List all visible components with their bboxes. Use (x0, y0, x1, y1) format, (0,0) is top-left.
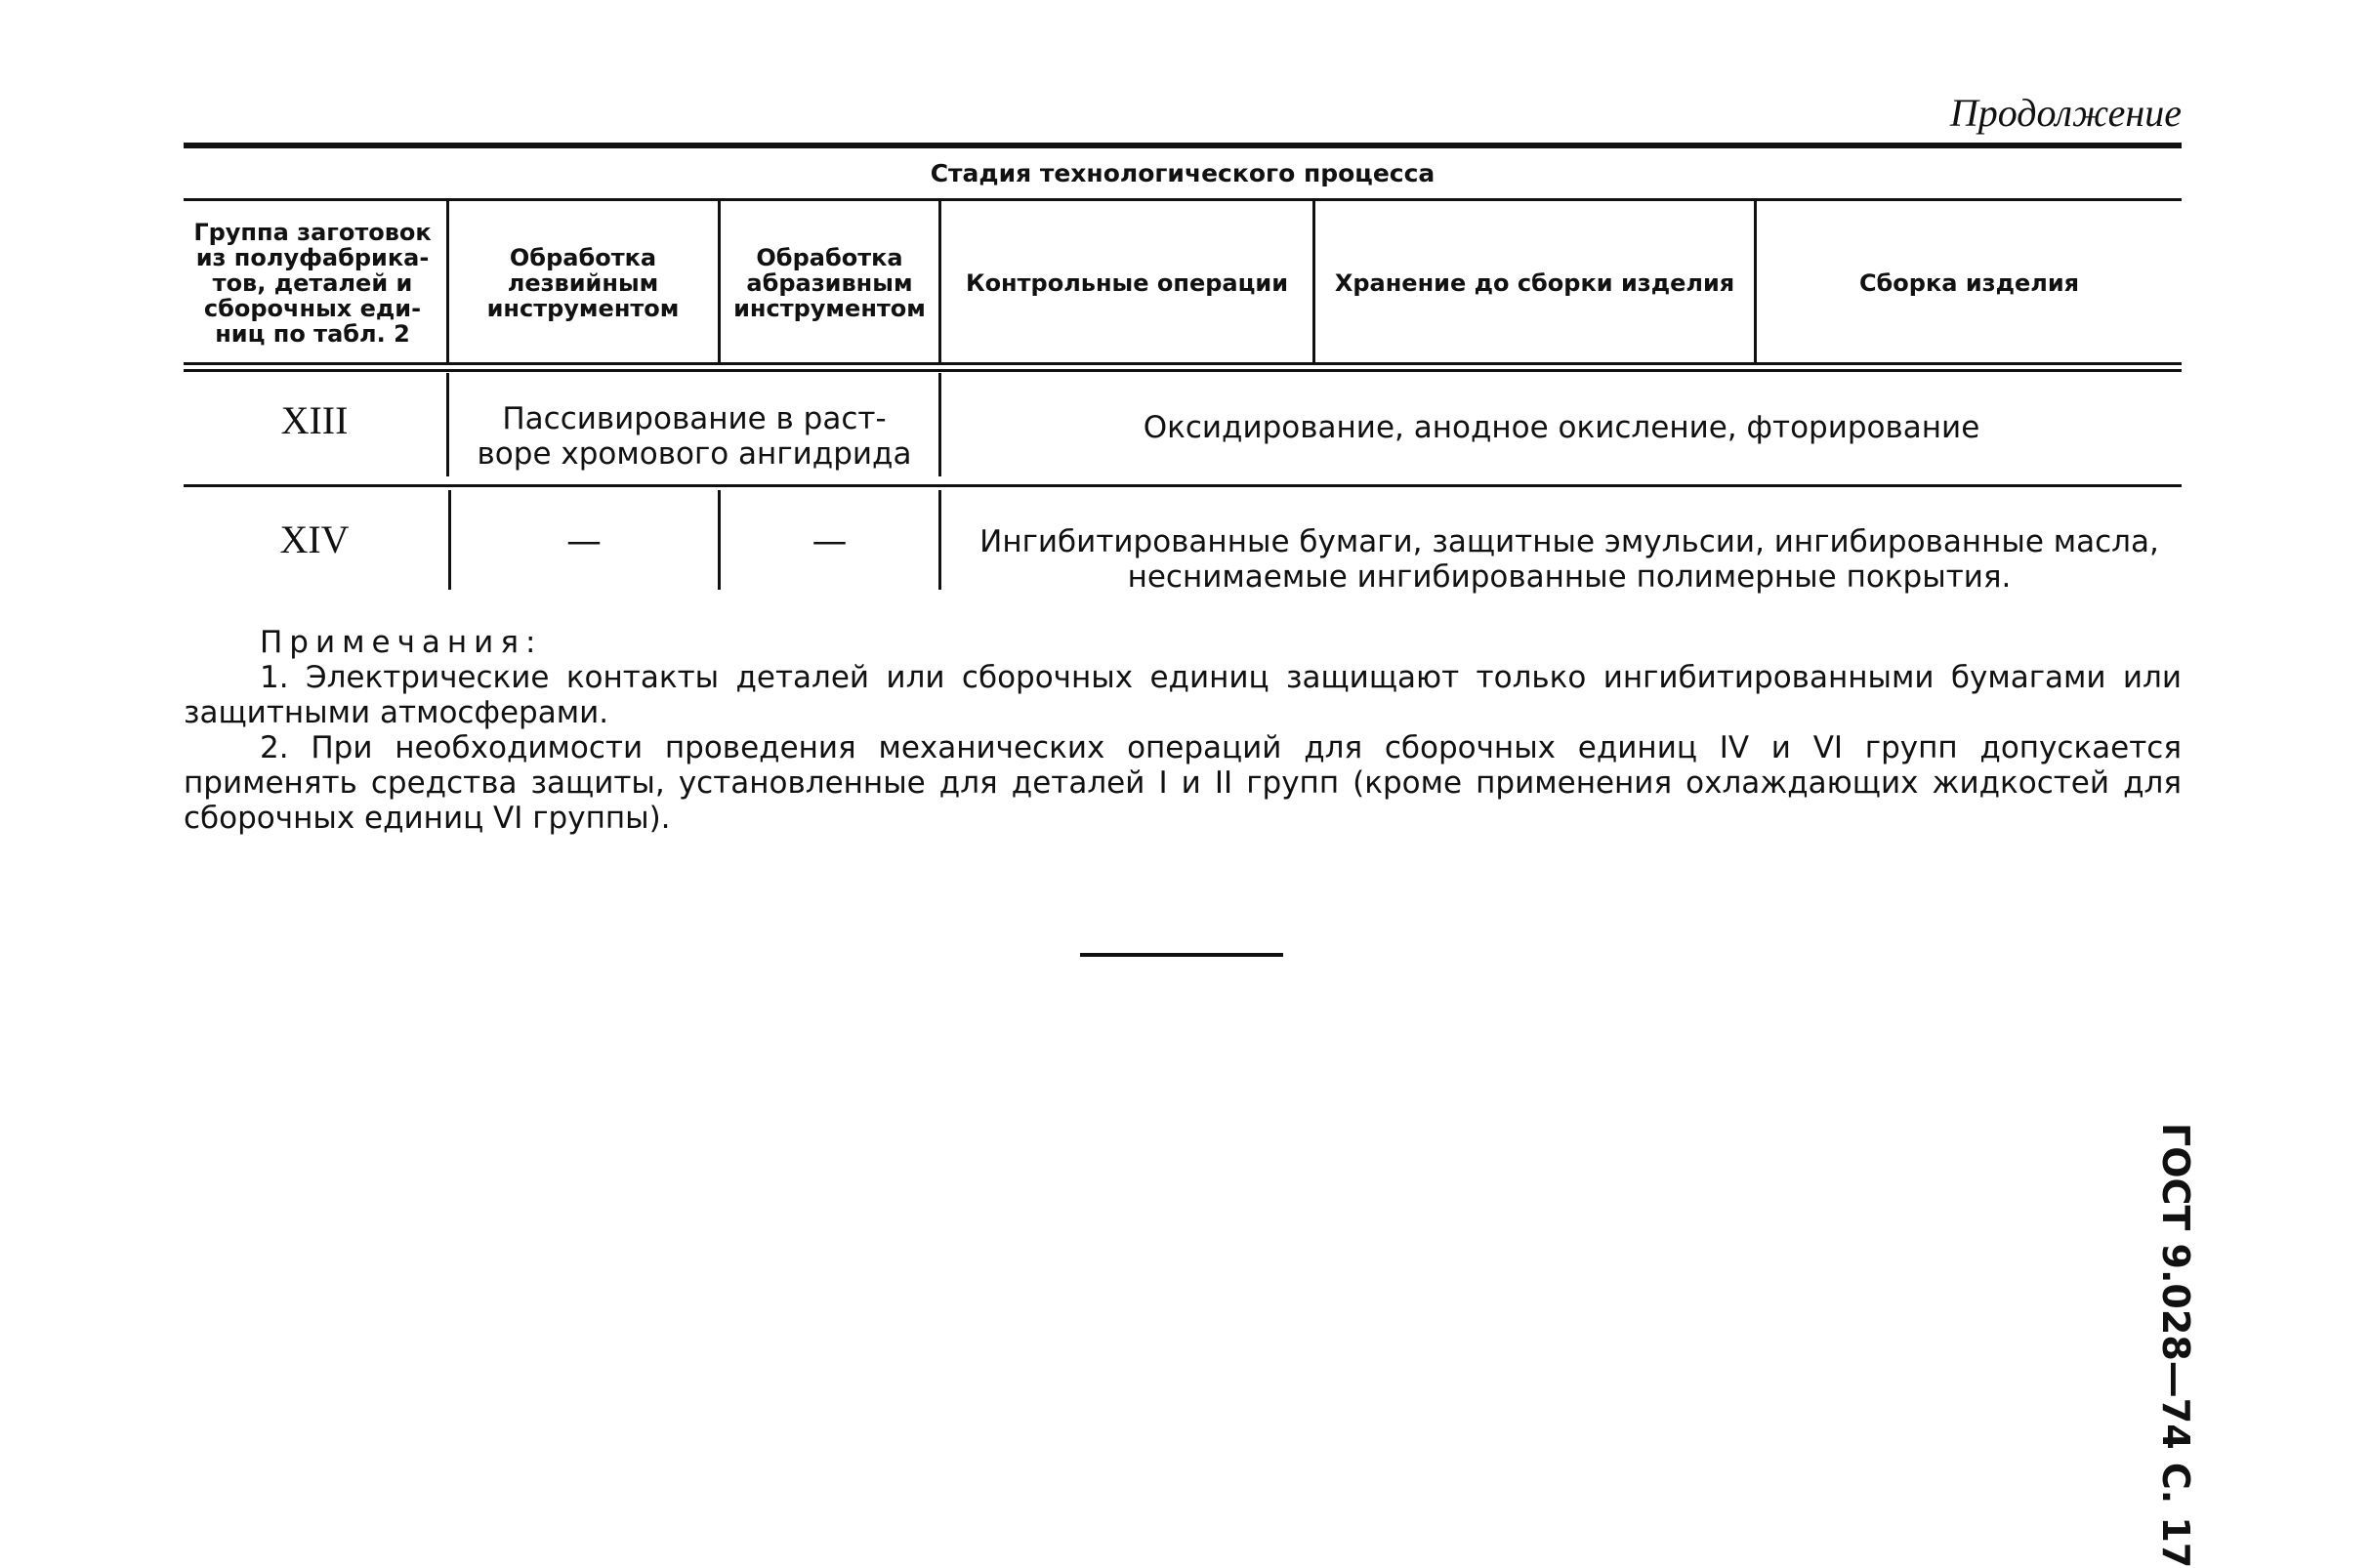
row-group-label: XIV (279, 516, 350, 561)
end-rule (1080, 953, 1283, 957)
row-machining-cell: Пассивирование в раст-воре хромового ангидрида (477, 401, 912, 472)
row-col-divider (938, 490, 941, 590)
stage-header: Стадия технологического процесса (930, 159, 1436, 187)
header-bottom-rule-2 (184, 369, 2182, 372)
notes-block (184, 625, 2182, 836)
column-header-assembly: Сборка изделия (1858, 269, 2080, 297)
row-rest-cell: Оксидирование, анодное окисление, фторирование (1143, 410, 1980, 445)
row-col-divider (446, 373, 449, 476)
stage-header-rule (184, 198, 2182, 201)
note-item: 1. Электрические контакты деталей или сборочных единиц защищают только ингибитированными бумагами или защитными атмосферами. (184, 660, 2182, 730)
row-group-label: XIII (280, 397, 349, 442)
notes-title: Примечания: (260, 625, 543, 660)
header-col-divider (446, 201, 449, 363)
column-header-abrasive: Обработка абразивным инструментом (733, 244, 926, 322)
column-header-storage: Хранение до сборки изделия (1334, 269, 1735, 297)
row-abrasive-cell: — (811, 520, 848, 561)
side-page-label: ГОСТ 9.028—74 С. 17 (2154, 1123, 2197, 1568)
header-bottom-rule-1 (184, 362, 2182, 365)
column-header-blade: Обработка лезвийным инструментом (486, 244, 680, 322)
column-header-group: Группа заготовок из полуфабрика-тов, деталей и сборочных еди-ниц по табл. 2 (193, 219, 432, 348)
column-header-control: Контрольные операции (965, 269, 1289, 297)
note-item: 2. При необходимости проведения механических операций для сборочных единиц IV и VI групп допускается применять средства защиты, установленные для деталей I и II групп (кроме применения охлаждающих жидкостей для сборочных единиц VI группы). (184, 730, 2182, 836)
row-rest-cell: Ингибитированные бумаги, защитные эмульсии, ингибированные масла, неснимаемые ингибированные полимерные покрытия. (979, 524, 2159, 595)
continuation-label: Продолжение (1949, 91, 2182, 135)
row-blade-cell: — (566, 520, 602, 561)
row-separator-rule (184, 484, 2182, 487)
